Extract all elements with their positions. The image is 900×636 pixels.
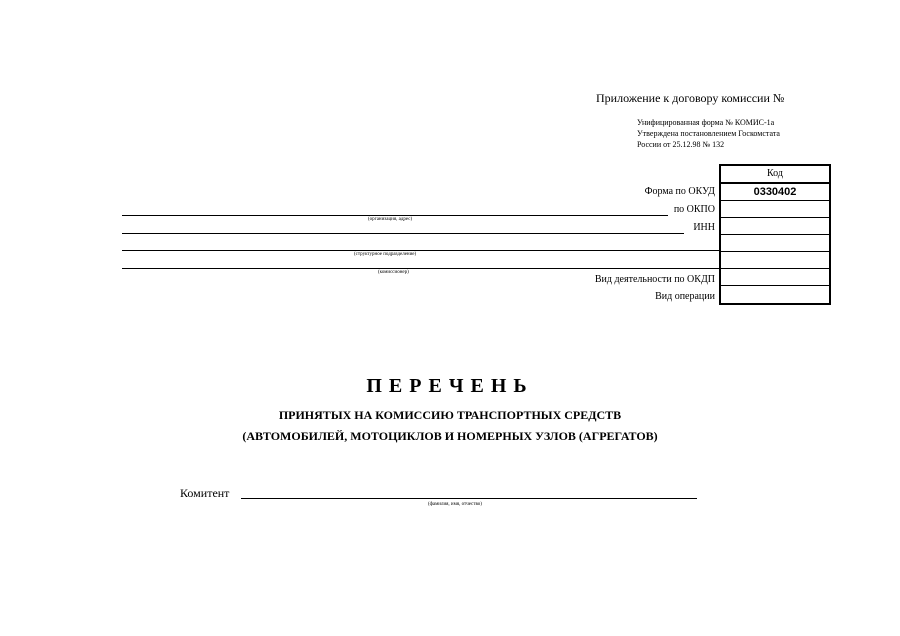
commissioner-caption: (комиссионер) bbox=[378, 270, 409, 275]
organization-line-2[interactable] bbox=[122, 233, 684, 234]
unified-form-line-1: Унифицированная форма № КОМИС-1а bbox=[637, 118, 775, 127]
empty-code-cell-2[interactable] bbox=[721, 252, 829, 269]
okud-code-cell[interactable]: 0330402 bbox=[721, 184, 829, 201]
codes-table bbox=[719, 164, 831, 305]
document-title: ПЕРЕЧЕНЬ bbox=[366, 375, 534, 397]
organization-line[interactable] bbox=[122, 215, 668, 216]
organization-caption: (организация, адрес) bbox=[368, 217, 413, 222]
okpo-code-cell[interactable] bbox=[721, 201, 829, 218]
inn-code-cell[interactable] bbox=[721, 218, 829, 235]
subtitle-line-1: ПРИНЯТЫХ НА КОМИССИЮ ТРАНСПОРТНЫХ СРЕДСТВ bbox=[278, 408, 622, 422]
division-line[interactable] bbox=[122, 250, 719, 251]
subtitle-line-2: (АВТОМОБИЛЕЙ, МОТОЦИКЛОВ И НОМЕРНЫХ УЗЛОВ (АГРЕГАТОВ) bbox=[242, 429, 658, 443]
okdp-code-cell[interactable] bbox=[721, 269, 829, 286]
operation-code-cell[interactable] bbox=[721, 286, 829, 303]
codes-header: Код bbox=[721, 166, 829, 184]
comitent-label: Комитент bbox=[180, 486, 230, 500]
comitent-line[interactable] bbox=[241, 498, 697, 499]
unified-form-line-2: Утверждена постановлением Госкомстата bbox=[637, 129, 780, 138]
okud-label: Форма по ОКУД bbox=[644, 186, 715, 197]
appendix-text: Приложение к договору комиссии № bbox=[596, 91, 785, 105]
inn-label: ИНН bbox=[693, 222, 715, 233]
comitent-caption: (фамилия, имя, отчество) bbox=[428, 502, 482, 507]
commissioner-line[interactable] bbox=[122, 268, 719, 269]
okpo-label: по ОКПО bbox=[673, 204, 715, 215]
empty-code-cell-1[interactable] bbox=[721, 235, 829, 252]
division-caption: (структурное подразделение) bbox=[354, 252, 417, 257]
operation-label: Вид операции bbox=[655, 291, 715, 302]
unified-form-line-3: России от 25.12.98 № 132 bbox=[637, 140, 725, 149]
okdp-label: Вид деятельности по ОКДП bbox=[594, 274, 715, 285]
